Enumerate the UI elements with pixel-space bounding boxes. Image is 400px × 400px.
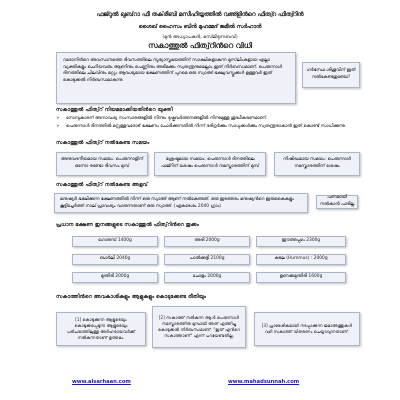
wisdom-item: ➢ പെരുന്നാള്‍ ദിനത്തില്‍ മറ്റുള്ളവരോട് ഭക്ഷണം ചോദിക്കുന്നതില്‍ നിന്ന് ദരിദ്രർക്കും സാധുക്കള്‍ക്കും സ്വതന്ത്രരാകാന്‍ ഇത് കൊണ്ട് സാധിക്കുന്നു. <box>56 124 356 130</box>
recipient-box: [1] കൊടുക്കുന്ന ആളുടെയും കൊടുക്കപ്പെടുന്ന ആളുടെയും പരിചയത്തിലുള്ള അർഹരായവർക്ക് നല്‍കുന്നതാണ് ഉത്തമം. <box>56 312 146 346</box>
food-item: ബാർലി 2040g <box>72 254 158 265</box>
footer-link-alsarhaan[interactable]: www.alsarhaan.com <box>72 379 131 385</box>
timing-box-preferred: ശ്രേഷ്ഠമായ സമയം: പെരുന്നാള്‍ ദിനത്തിലെ ഫജ്റിന് ശേഷം പെരുന്നാള്‍ നമസ്കാരത്തിന് മുമ്പ് <box>154 152 266 176</box>
amount-heading: സകാത്തുല്‍ ഫിത്വ്‌റ് നല്‍കേണ്ട അളവ് <box>56 182 148 188</box>
food-item: കടല (Hummus) : 2000g <box>256 254 346 265</box>
wisdom-list <box>56 116 356 133</box>
author-title: (മുന്‍ അധ്യാപകന്‍, മസ്ജിദുന്നബവി) <box>162 35 238 40</box>
food-item: മുന്തിരി 2000g <box>72 272 158 283</box>
food-item: ഗോതമ്പ് 1400g <box>72 236 158 247</box>
food-item: ചോളം 2000g <box>164 272 250 283</box>
recipient-box: [2] സകാത്ത് നല്‍കുന്ന ആള്‍ പെരുന്നാള്‍ നമസ്കാരത്തിനു മുമ്പായി അത് എത്തിച്ചു കൊടുക്കല്‍ നിർബന്ധമാണ്. "ഇത് എന്‍റെ സകാത്താണ്" എന്ന് പറയേണ്ടതില്ല. <box>152 306 246 348</box>
timing-box-permitted: അനുവദനീയമായ സമയം: പെരുന്നാളിന് ഒന്നോ രണ്ടോ ദിവസം മുമ്പ് <box>56 152 148 176</box>
recipients-heading: സകാത്തിന്‍റെ അവകാശികളും ആളുകളും കൊടുക്കേണ്ട രീതിയും <box>56 294 207 300</box>
author-line: ശൈഖ് ഹൈസം ബിന്‍ മുഹമ്മദ് ജമീല്‍ സർഹാന്‍ <box>138 24 262 30</box>
timing-heading: സകാത്തുല്‍ ഫിത്വ്‌റ് നല്‍കേണ്ട സമയം <box>56 140 150 146</box>
food-item: ഈത്തപ്പഴം 2300g <box>256 236 346 247</box>
amount-box: മനുഷ്യര്‍ ഭക്ഷിക്കുന്ന ഭക്ഷണത്തില്‍ നിന്ന് ഒരു സ്വാഅ് ആണ് നല്‍കേണ്ടത്. ഒരു ഇടത്തരം മനുഷ്യന്‍റെ ഇരുകൈകളും കൂട്ടിച്ചേര്‍ത്ത് നാല് പ്രാവശ്യം വാരുന്നതാണ് ഒരു സ്വാഅ്. (ഏകദേശം 2040 ഗ്രാം) <box>54 193 308 213</box>
food-item: അരി 2000g <box>164 236 250 247</box>
no-cash-box: പണമായി നല്‍കാന്‍ പാടില്ല <box>316 195 358 209</box>
timing-box-forbidden: നിഷിദ്ധമായ സമയം: പെരുന്നാള്‍ നമസ്കാരത്തിന് ശേഷം <box>274 152 360 176</box>
intro-box: റമദാനിന്‍റെ അവസാനത്തെ ദിവസത്തിലെ സൂര്യാസ്തമയത്തിന് സാക്ഷികളാകുന്ന മുസ്‌ലിംകളായ എല്ലാ വ്യക്തികളും ചെറിയവരും ആണിനും പെണ്ണിനും അടിമക്കും സ്വതന്ത്രനുമെല്ലാം ഇത് നിർബന്ധമാണ്. പെരുന്നാള്‍ ദിനത്തിലെ ചിലവിനും മറ്റും ആവശ്യമായ ഭക്ഷണത്തിന് പുറമെ ഒരു സ്വാഅ് ഭക്ഷ്യവസ്തുക്കള്‍ ഉള്ളവര്‍ ഇത് കൊടുക്കല്‍ നിർബന്ധമാകുന്നു. <box>56 52 296 104</box>
page-title: സകാത്തുല്‍ ഫിത്വ്‌റിന്‍റെ വിധി <box>148 41 252 50</box>
wisdom-item: ➢ നോമ്പുകാരന് അനാവശ്യ സംസാരങ്ങളില്‍ നിന്നും ദുഷ്പ്രവർത്തനങ്ങളില്‍ നിന്നുമുള്ള ശുദ്ധീകരണമാണ്. <box>56 116 356 122</box>
food-item: പാല്‍ക്കട്ടി 2100g <box>164 254 250 265</box>
foods-heading: പ്രധാന ഭക്ഷണ ഇനങ്ങളുടെ സകാത്തുല്‍ ഫിത്വ്‌റിന്‍റെ തൂക്കം <box>56 222 199 228</box>
footer-link-mahadsunnah[interactable]: www.mahadsunnah.com <box>228 379 300 385</box>
header-line-1: ഫജ്റുൽ ഖുബ്‌റാ ഫീ തക്‌രീബി മസീഹിയ്യത്തില്‍ വഅ്ളിന്‍റെ ഫിത്വ്റ ഫിത്വ്റിന്‍ <box>96 12 304 18</box>
side-question-box: ഗർഭസ്ഥ ശിശുവിന് ഇത് നല്‍കേണ്ടതുണ്ടോ? <box>302 62 360 88</box>
food-item: ഉണക്കമുന്തിരി 1600g <box>256 272 346 283</box>
wisdom-heading: സകാത്തുല്‍ ഫിത്വ്‌റ് നിയമമാക്കിയതിന്‍റെ യുക്തി <box>56 107 173 113</box>
recipient-box: [3] പ്രാദേശികമായി നടപ്പാക്കുന്ന ജമാഅത്തുകള്‍ വഴി സകാത്ത് വിതരണം ചെയ്യാവുന്നതാണ്. <box>254 312 360 346</box>
